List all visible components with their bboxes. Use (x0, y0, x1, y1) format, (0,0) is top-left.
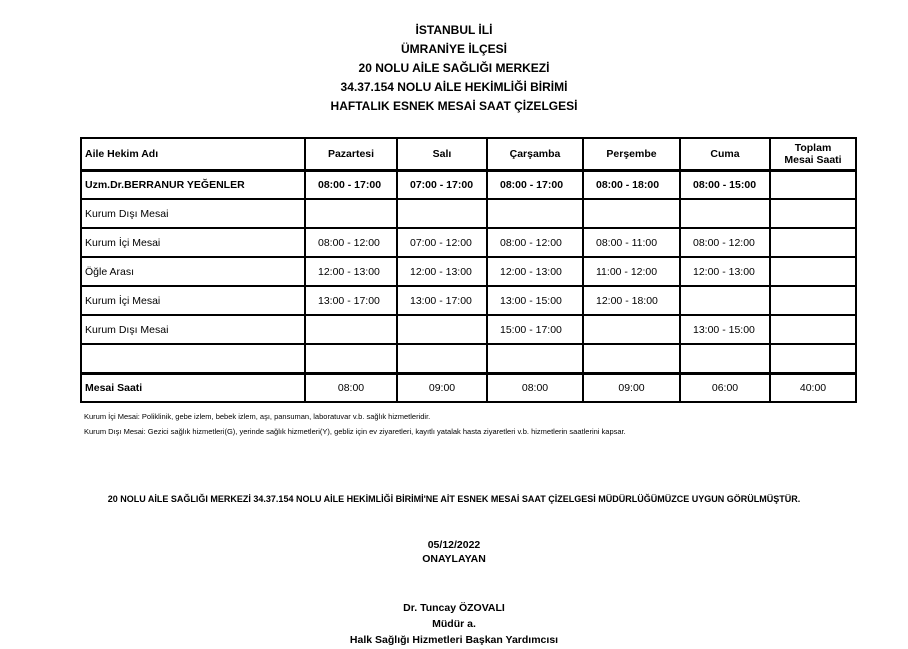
row-total (770, 228, 856, 257)
footer-label: Mesai Saati (81, 373, 305, 402)
unit-title: 34.37.154 NOLU AİLE HEKİMLİĞİ BİRİMİ (340, 80, 568, 94)
table-cell: 12:00 - 13:00 (680, 257, 770, 286)
table-cell: 13:00 - 17:00 (397, 286, 487, 315)
doctor-hours: 08:00 - 17:00 (487, 170, 583, 199)
table-cell (583, 344, 680, 373)
grand-total: 40:00 (770, 373, 856, 402)
table-cell: 08:00 - 12:00 (680, 228, 770, 257)
approval-statement: 20 NOLU AİLE SAĞLIĞI MERKEZİ 34.37.154 NOLU AİLE HEKİMLİĞİ BİRİMİ'NE AİT ESNEK MESAİ SAAT ÇİZELGESİ MÜDÜRLÜĞÜMÜZCE UYGUN GÖRÜLMÜŞTÜR. (107, 494, 801, 504)
row-label: Kurum Dışı Mesai (81, 199, 305, 228)
col-header-day: Perşembe (583, 138, 680, 170)
doctor-hours: 08:00 - 18:00 (583, 170, 680, 199)
table-cell (680, 199, 770, 228)
table-cell (397, 344, 487, 373)
table-cell: 08:00 - 11:00 (583, 228, 680, 257)
district-title: ÜMRANİYE İLÇESİ (400, 42, 507, 56)
table-row (81, 344, 856, 373)
row-total (770, 257, 856, 286)
signatory-name: Dr. Tuncay ÖZOVALI (403, 602, 505, 614)
doctor-total (770, 170, 856, 199)
doctor-hours: 08:00 - 15:00 (680, 170, 770, 199)
province-title: İSTANBUL İLİ (415, 23, 493, 37)
day-total: 08:00 (487, 373, 583, 402)
col-header-day: Salı (397, 138, 487, 170)
row-label: Kurum Dışı Mesai (81, 315, 305, 344)
row-label: Kurum İçi Mesai (81, 228, 305, 257)
doctor-name: Uzm.Dr.BERRANUR YEĞENLER (81, 170, 305, 199)
table-cell (680, 286, 770, 315)
table-cell: 15:00 - 17:00 (487, 315, 583, 344)
schedule-title: HAFTALIK ESNEK MESAİ SAAT ÇİZELGESİ (330, 99, 578, 113)
approval-status: ONAYLAYAN (422, 553, 486, 565)
note-external: Kurum Dışı Mesai: Gezici sağlık hizmetleri(G), yerinde sağlık hizmetleri(Y), gebliz için ev ziyaretleri, kayıtlı yatalak hasta ziyaretleri v.b. hizmetlerin saatlerini kapsar. (84, 427, 626, 436)
table-cell: 13:00 - 15:00 (680, 315, 770, 344)
row-label (81, 344, 305, 373)
table-row (81, 257, 856, 286)
table-cell: 13:00 - 15:00 (487, 286, 583, 315)
table-row (81, 315, 856, 344)
table-cell (487, 199, 583, 228)
row-total (770, 286, 856, 315)
table-cell: 07:00 - 12:00 (397, 228, 487, 257)
table-cell: 08:00 - 12:00 (487, 228, 583, 257)
table-cell: 13:00 - 17:00 (305, 286, 397, 315)
table-cell (305, 315, 397, 344)
table-cell (487, 344, 583, 373)
approval-date: 05/12/2022 (427, 539, 481, 551)
approval-block (0, 538, 908, 566)
row-total (770, 199, 856, 228)
table-cell (397, 315, 487, 344)
col-header-day: Pazartesi (305, 138, 397, 170)
table-row (81, 199, 856, 228)
signature-block (0, 600, 908, 648)
notes (84, 409, 626, 439)
table-header-row (81, 138, 856, 170)
day-total: 08:00 (305, 373, 397, 402)
row-total (770, 315, 856, 344)
row-label: Kurum İçi Mesai (81, 286, 305, 315)
health-center-title: 20 NOLU AİLE SAĞLIĞI MERKEZİ (358, 61, 550, 75)
signatory-role: Müdür a. (432, 618, 476, 630)
note-internal: Kurum İçi Mesai: Poliklinik, gebe izlem, bebek izlem, aşı, pansuman, laboratuvar v.b. sağlık hizmetleridir. (84, 412, 431, 421)
schedule-table (80, 137, 857, 403)
table-cell: 12:00 - 13:00 (305, 257, 397, 286)
table-cell: 12:00 - 13:00 (487, 257, 583, 286)
table-cell: 12:00 - 13:00 (397, 257, 487, 286)
table-cell (305, 344, 397, 373)
table-cell (305, 199, 397, 228)
table-cell (583, 315, 680, 344)
day-total: 06:00 (680, 373, 770, 402)
doctor-row (81, 170, 856, 199)
doctor-hours: 08:00 - 17:00 (305, 170, 397, 199)
col-header-total (770, 138, 856, 170)
col-header-name: Aile Hekim Adı (81, 138, 305, 170)
table-cell (397, 199, 487, 228)
total-header-line2: Mesai Saati (784, 153, 842, 166)
table-cell (680, 344, 770, 373)
col-header-day: Çarşamba (487, 138, 583, 170)
document-header (0, 21, 908, 116)
table-cell (583, 199, 680, 228)
table-cell: 12:00 - 18:00 (583, 286, 680, 315)
table-row (81, 286, 856, 315)
doctor-hours: 07:00 - 17:00 (397, 170, 487, 199)
col-header-day: Cuma (680, 138, 770, 170)
row-total (770, 344, 856, 373)
table-cell: 11:00 - 12:00 (583, 257, 680, 286)
table-cell: 08:00 - 12:00 (305, 228, 397, 257)
total-row (81, 373, 856, 402)
day-total: 09:00 (397, 373, 487, 402)
day-total: 09:00 (583, 373, 680, 402)
signatory-title: Halk Sağlığı Hizmetleri Başkan Yardımcısı (349, 634, 559, 646)
row-label: Öğle Arası (81, 257, 305, 286)
table-row (81, 228, 856, 257)
total-header-line1: Toplam (794, 141, 832, 154)
